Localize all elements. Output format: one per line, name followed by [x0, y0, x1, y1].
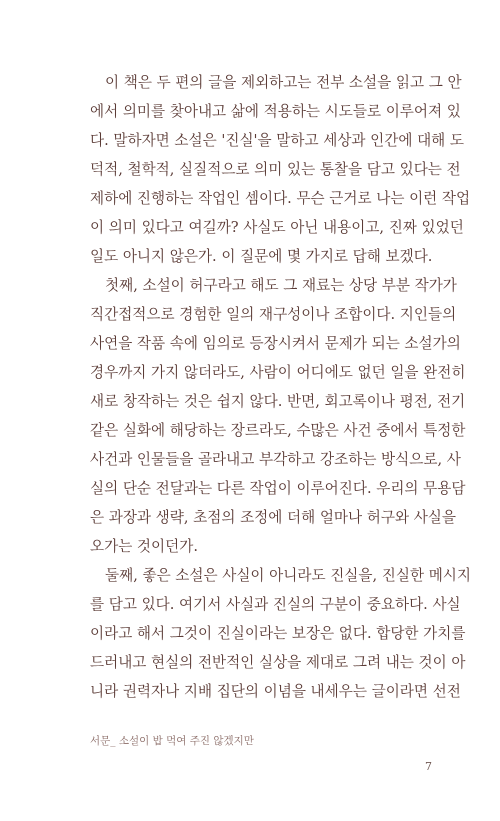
text-line: 오가는 것이던가.: [90, 538, 198, 555]
body-text: [90, 68, 471, 706]
text-line: 은 과장과 생략, 초점의 조정에 더해 얼마나 허구와 사실을: [90, 509, 456, 526]
text-line: 일도 아니지 않은가. 이 질문에 몇 가지로 답해 보겠다.: [90, 248, 433, 265]
text-line: 이 책은 두 편의 글을 제외하고는 전부 소설을 읽고 그 안: [105, 74, 462, 91]
text-line: 이 의미 있다고 여길까? 사실도 아닌 내용이고, 진짜 있었던: [90, 219, 464, 236]
text-line: 새로 창작하는 것은 쉽지 않다. 반면, 회고록이나 평전, 전기: [90, 393, 466, 410]
text-line: 직간접적으로 경험한 일의 재구성이나 조합이다. 지인들의: [90, 306, 457, 323]
text-line: 덕적, 철학적, 실질적으로 의미 있는 통찰을 담고 있다는 전: [90, 161, 461, 178]
text-line: 실의 단순 전달과는 다른 작업이 이루어진다. 우리의 무용담: [90, 480, 466, 497]
text-line: 다. 말하자면 소설은 '진실'을 말하고 세상과 인간에 대해 도: [90, 132, 465, 149]
text-line: 드러내고 현실의 전반적인 실상을 제대로 그려 내는 것이 아: [90, 654, 466, 671]
page-number: 7: [425, 760, 432, 773]
text-line: 이라고 해서 그것이 진실이라는 보장은 없다. 합당한 가치를: [90, 625, 466, 642]
text-line: 에서 의미를 찾아내고 삶에 적용하는 시도들로 이루어져 있: [90, 103, 461, 120]
text-line: 경우까지 가지 않더라도, 사람이 어디에도 없던 일을 완전히: [90, 364, 466, 381]
text-line: 둘째, 좋은 소설은 사실이 아니라도 진실을, 진실한 메시지: [105, 567, 471, 584]
text-line: 제하에 진행하는 작업인 셈이다. 무슨 근거로 나는 이런 작업: [90, 190, 471, 207]
text-line: 를 담고 있다. 여기서 사실과 진실의 구분이 중요하다. 사실: [90, 596, 461, 613]
text-line: 사건과 인물들을 골라내고 부각하고 강조하는 방식으로, 사: [90, 451, 461, 468]
text-line: 첫째, 소설이 허구라고 해도 그 재료는 상당 부분 작가가: [105, 277, 457, 294]
text-line: 사연을 작품 속에 임의로 등장시켜서 문제가 되는 소설가의: [90, 335, 461, 352]
running-footer: 서문_ 소설이 밥 먹여 주진 않겠지만: [90, 735, 254, 747]
text-line: 니라 권력자나 지배 집단의 이념을 내세우는 글이라면 선전: [90, 683, 461, 700]
text-line: 같은 실화에 해당하는 장르라도, 수많은 사건 중에서 특정한: [90, 422, 466, 439]
